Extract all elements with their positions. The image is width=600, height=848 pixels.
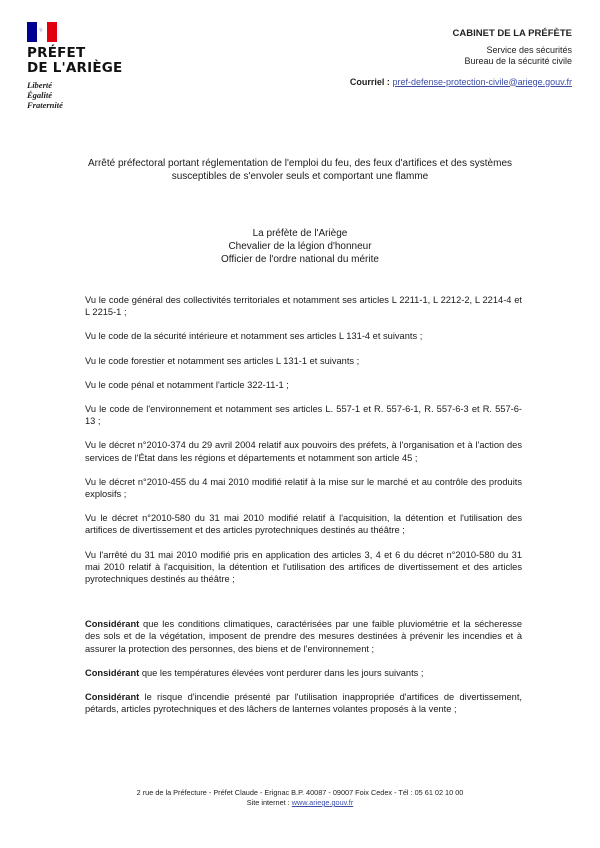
marianne-icon (27, 22, 57, 42)
vu-paragraph: Vu le décret n°2010-580 du 31 mai 2010 modifié relatif à l'acquisition, la détention et l'utilisation des artifices de divertissement et des articles pyrotechniques destinés au théâtre ; (85, 513, 522, 536)
vu-paragraph: Vu le décret n°2010-455 du 4 mai 2010 modifié relatif à la mise sur le marché et au contrôle des produits explosifs ; (85, 476, 522, 500)
logo-title-line2: DE L'ARIÈGE (27, 60, 123, 76)
courriel-line (350, 77, 572, 89)
considerant-text: que les températures élevées vont perdurer dans les jours suivants ; (139, 667, 424, 678)
signatory-line: La préfète de l'Ariège (252, 228, 348, 239)
vu-paragraph: Vu le code de l'environnement et notamment ses articles L. 557-1 et R. 557-6-1, R. 557-6-3 et R. 557-6-13 ; (85, 404, 522, 427)
signatory-line: Chevalier de la légion d'honneur (228, 241, 372, 252)
footer-address: 2 rue de la Préfecture - Préfet Claude - Erignac B.P. 40087 - 09007 Foix Cedex - Tél : 05 61 02 10 00 (136, 788, 464, 797)
considerant-text: que les conditions climatiques, caractérisées par une faible pluviométrie et la sécheresse des sols et de la végétation, imposent de prendre des mesures destinées à prévenir les incendies et à assurer la protection des personnes, des biens et de l'environnement ; (85, 619, 522, 654)
republic-motto (27, 80, 137, 110)
footer-site-label: Site internet : (246, 798, 290, 807)
motto-liberte: Liberté (27, 80, 53, 90)
motto-egalite: Égalité (27, 90, 53, 100)
footer-site-link[interactable]: www.ariege.gouv.fr (291, 798, 354, 807)
prefecture-logo (27, 22, 137, 110)
vu-paragraph: Vu le décret n°2010-374 du 29 avril 2004 relatif aux pouvoirs des préfets, à l'organisation et à l'action des services de l'État dans les régions et départements et notamment son article 45 ; (85, 440, 522, 463)
courriel-label: Courriel : (349, 76, 390, 87)
vu-paragraph: Vu le code forestier et notamment ses articles L 131-1 et suivants ; (85, 355, 360, 366)
bureau-name: Bureau de la sécurité civile (464, 56, 572, 66)
considerant-paragraph (85, 667, 522, 679)
motto-fraternite: Fraternité (27, 100, 63, 110)
vu-paragraph: Vu le code pénal et notamment l'article 322-11-1 ; (85, 379, 289, 390)
considerant-keyword: Considérant (85, 667, 140, 678)
considerant-text: le risque d'incendie présenté par l'utilisation inappropriée d'artifices de divertissement, pétards, articles pyrotechniques et des lâchers de lanternes volantes proposés à la vente ; (85, 692, 522, 715)
cabinet-name: CABINET DE LA PRÉFÈTE (452, 28, 572, 39)
vu-paragraph: Vu le code de la sécurité intérieure et notamment ses articles L 131-4 et suivants ; (85, 331, 423, 342)
service-name: Service des sécurités (486, 44, 572, 55)
considerant-keyword: Considérant (85, 692, 140, 703)
courriel-email-link[interactable]: pref-defense-protection-civile@ariege.gouv.fr (392, 76, 572, 87)
vu-paragraph: Vu le code général des collectivités territoriales et notamment ses articles L 2211-1, L 2212-2, L 2214-4 et L 2215-1 ; (85, 295, 522, 318)
document-title: Arrêté préfectoral portant réglementation de l'emploi du feu, des feux d'artifices et des systèmes susceptibles de s'envoler seuls et comportant une flamme (87, 158, 513, 182)
document-body (85, 294, 522, 727)
page-footer (60, 788, 540, 808)
considerant-paragraph (85, 691, 522, 715)
signatory-line: Officier de l'ordre national du mérite (221, 254, 379, 265)
logo-title-line1: PRÉFET (27, 45, 86, 61)
signatory-block (150, 227, 450, 266)
considerant-paragraph (85, 618, 522, 655)
considerant-keyword: Considérant (85, 619, 140, 630)
footer-website (60, 798, 540, 808)
vu-paragraph: Vu l'arrêté du 31 mai 2010 modifié pris en application des articles 3, 4 et 6 du décret n°2010-580 du 31 mai 2010 relatif à l'acquisition, la détention et l'utilisation des artifices de divertissement et des articles pyrotechniques destinés au théâtre ; (85, 549, 522, 585)
sender-block (350, 28, 572, 88)
